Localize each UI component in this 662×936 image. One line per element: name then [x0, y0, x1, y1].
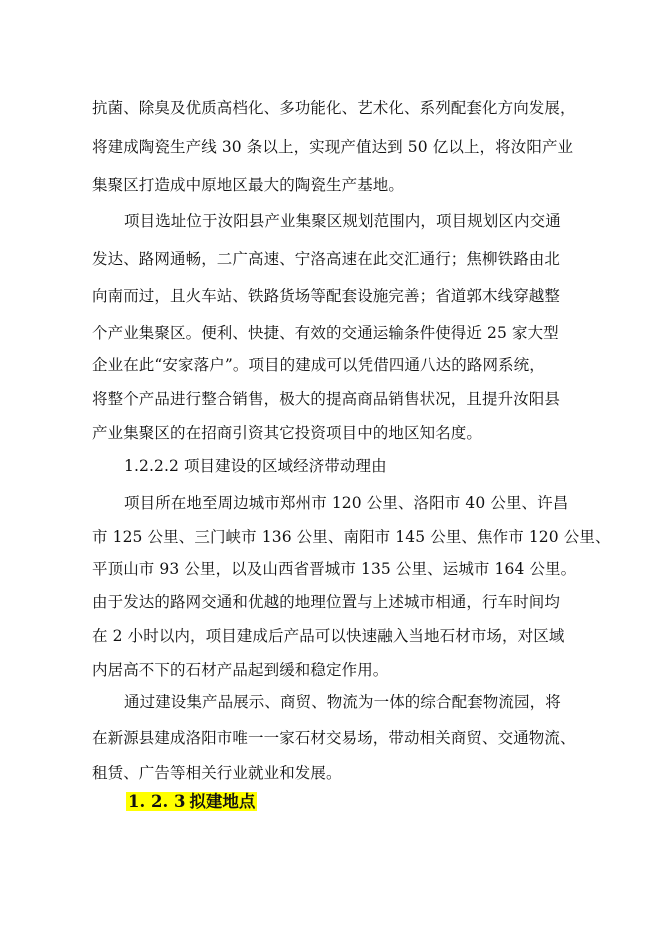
- paragraph-2-line-7: 产业集聚区的在招商引资其它投资项目中的地区知名度。: [92, 424, 483, 442]
- paragraph-2-line-1: 项目选址位于汝阳县产业集聚区规划范围内，项目规划区内交通: [124, 212, 561, 230]
- paragraph-1-line-1: 抗菌、除臭及优质高档化、多功能化、艺术化、系列配套化方向发展，: [92, 99, 576, 117]
- paragraph-4-line-2: 在新源县建成洛阳市唯一一家石材交易场，带动相关商贸、交通物流、: [92, 729, 576, 747]
- paragraph-3-line-6: 内居高不下的石材产品起到缓和稳定作用。: [92, 661, 389, 679]
- subheading-1-2-2-2: 1.2.2.2 项目建设的区域经济带动理由: [124, 457, 387, 475]
- paragraph-4-line-1: 通过建设集产品展示、商贸、物流为一体的综合配套物流园，将: [124, 693, 561, 711]
- paragraph-2-line-3: 向南而过，且火车站、铁路货场等配套设施完善；省道郭木线穿越整: [92, 287, 561, 305]
- paragraph-1-line-3: 集聚区打造成中原地区最大的陶瓷生产基地。: [92, 176, 405, 194]
- section-heading-number: 1. 2. 3: [128, 792, 186, 811]
- paragraph-2-line-2: 发达、路网通畅，二广高速、宁洛高速在此交汇通行；焦柳铁路由北: [92, 250, 561, 268]
- section-heading-1-2-3: [126, 790, 257, 814]
- paragraph-2-line-4: 个产业集聚区。便利、快捷、有效的交通运输条件使得近 25 家大型: [92, 324, 559, 342]
- section-heading-title: 拟建地点: [189, 792, 256, 811]
- paragraph-2-line-6: 将整个产品进行整合销售，极大的提高商品销售状况，且提升汝阳县: [92, 390, 561, 408]
- paragraph-3-line-3: 平顶山市 93 公里，以及山西省晋城市 135 公里、运城市 164 公里。: [92, 560, 577, 578]
- paragraph-3-line-1: 项目所在地至周边城市郑州市 120 公里、洛阳市 40 公里、许昌: [124, 494, 569, 512]
- paragraph-3-line-4: 由于发达的路网交通和优越的地理位置与上述城市相通，行车时间均: [92, 593, 561, 611]
- paragraph-3-line-2: 市 125 公里、三门峡市 136 公里、南阳市 145 公里、焦作市 120 公里、: [92, 528, 611, 546]
- paragraph-3-line-5: 在 2 小时以内，项目建成后产品可以快速融入当地石材市场，对区域: [92, 627, 565, 645]
- paragraph-4-line-3: 租赁、广告等相关行业就业和发展。: [92, 764, 342, 782]
- paragraph-2-line-5: 企业在此“安家落户”。项目的建成可以凭借四通八达的路网系统，: [92, 356, 545, 374]
- paragraph-1-line-2: 将建成陶瓷生产线 30 条以上，实现产值达到 50 亿以上，将汝阳产业: [92, 138, 574, 156]
